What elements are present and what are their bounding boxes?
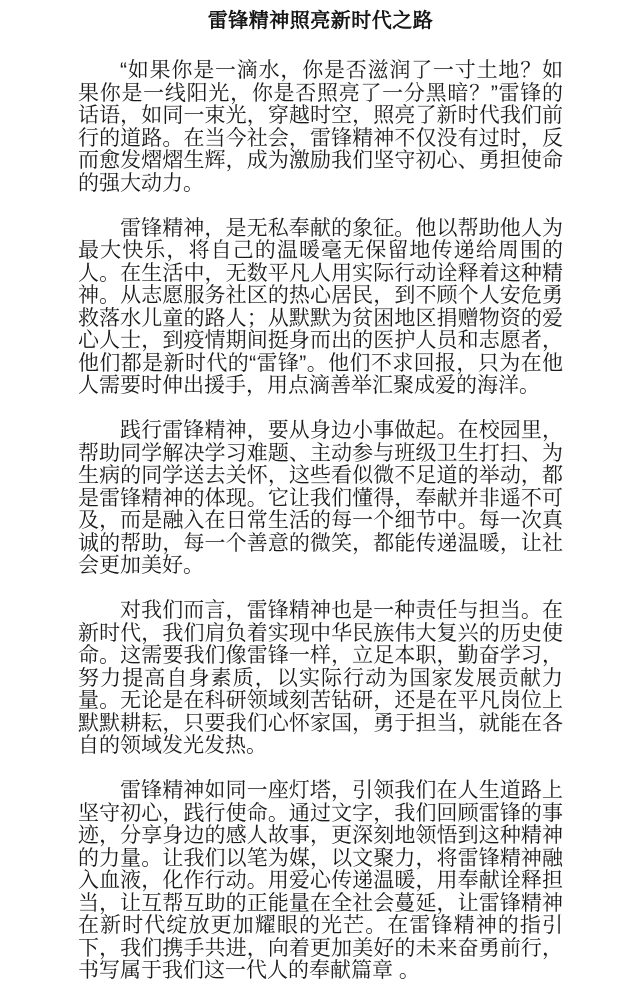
paragraph-dedication: 雷锋精神，是无私奉献的象征。他以帮助他人为最大快乐，将自己的温暖毫无保留地传递给周围的人。在生活中，无数平凡人用实际行动诠释着这种精神。从志愿服务社区的热心居民，到不顾个人安危勇救落水儿童的路人；从默默为贫困地区捐赠物资的爱心人士，到疫情期间挺身而出的医护人员和志愿者，他们都是新时代的“雷锋”。他们不求回报，只为在他人需要时伸出援手，用点滴善举汇聚成爱的海洋。	[78, 216, 563, 397]
document-title: 雷锋精神照亮新时代之路	[207, 10, 434, 32]
paragraph-intro: “如果你是一滴水，你是否滋润了一寸土地？如果你是一线阳光，你是否照亮了一分黑暗？”雷锋的话语，如同一束光，穿越时空，照亮了新时代我们前行的道路。在当今社会，雷锋精神不仅没有过时，反而愈发熠熠生辉，成为激励我们坚守初心、勇担使命的强大动力。	[78, 59, 563, 195]
paragraph-practice: 践行雷锋精神，要从身边小事做起。在校园里，帮助同学解决学习难题、主动参与班级卫生打扫、为生病的同学送去关怀，这些看似微不足道的举动，都是雷锋精神的体现。它让我们懂得，奉献并非遥不可及，而是融入在日常生活的每一个细节中。每一次真诚的帮助，每一个善意的微笑，都能传递温暖，让社会更加美好。	[78, 419, 563, 577]
paragraph-conclusion: 雷锋精神如同一座灯塔，引领我们在人生道路上坚守初心，践行使命。通过文字，我们回顾雷锋的事迹，分享身边的感人故事，更深刻地领悟到这种精神的力量。让我们以笔为媒，以文聚力，将雷锋精神融入血液，化作行动。用爱心传递温暖，用奉献诠释担当，让互帮互助的正能量在全社会蔓延，让雷锋精神在新时代绽放更加耀眼的光芒。在雷锋精神的指引下，我们携手共进，向着更加美好的未来奋勇前行，书写属于我们这一代人的奉献篇章 。	[78, 779, 563, 981]
paragraph-responsibility: 对我们而言，雷锋精神也是一种责任与担当。在新时代，我们肩负着实现中华民族伟大复兴的历史使命。这需要我们像雷锋一样，立足本职，勤奋学习，努力提高自身素质，以实际行动为国家发展贡献力量。无论是在科研领域刻苦钻研，还是在平凡岗位上默默耕耘，只要我们心怀家国，勇于担当，就能在各自的领域发光发热。	[78, 599, 563, 757]
